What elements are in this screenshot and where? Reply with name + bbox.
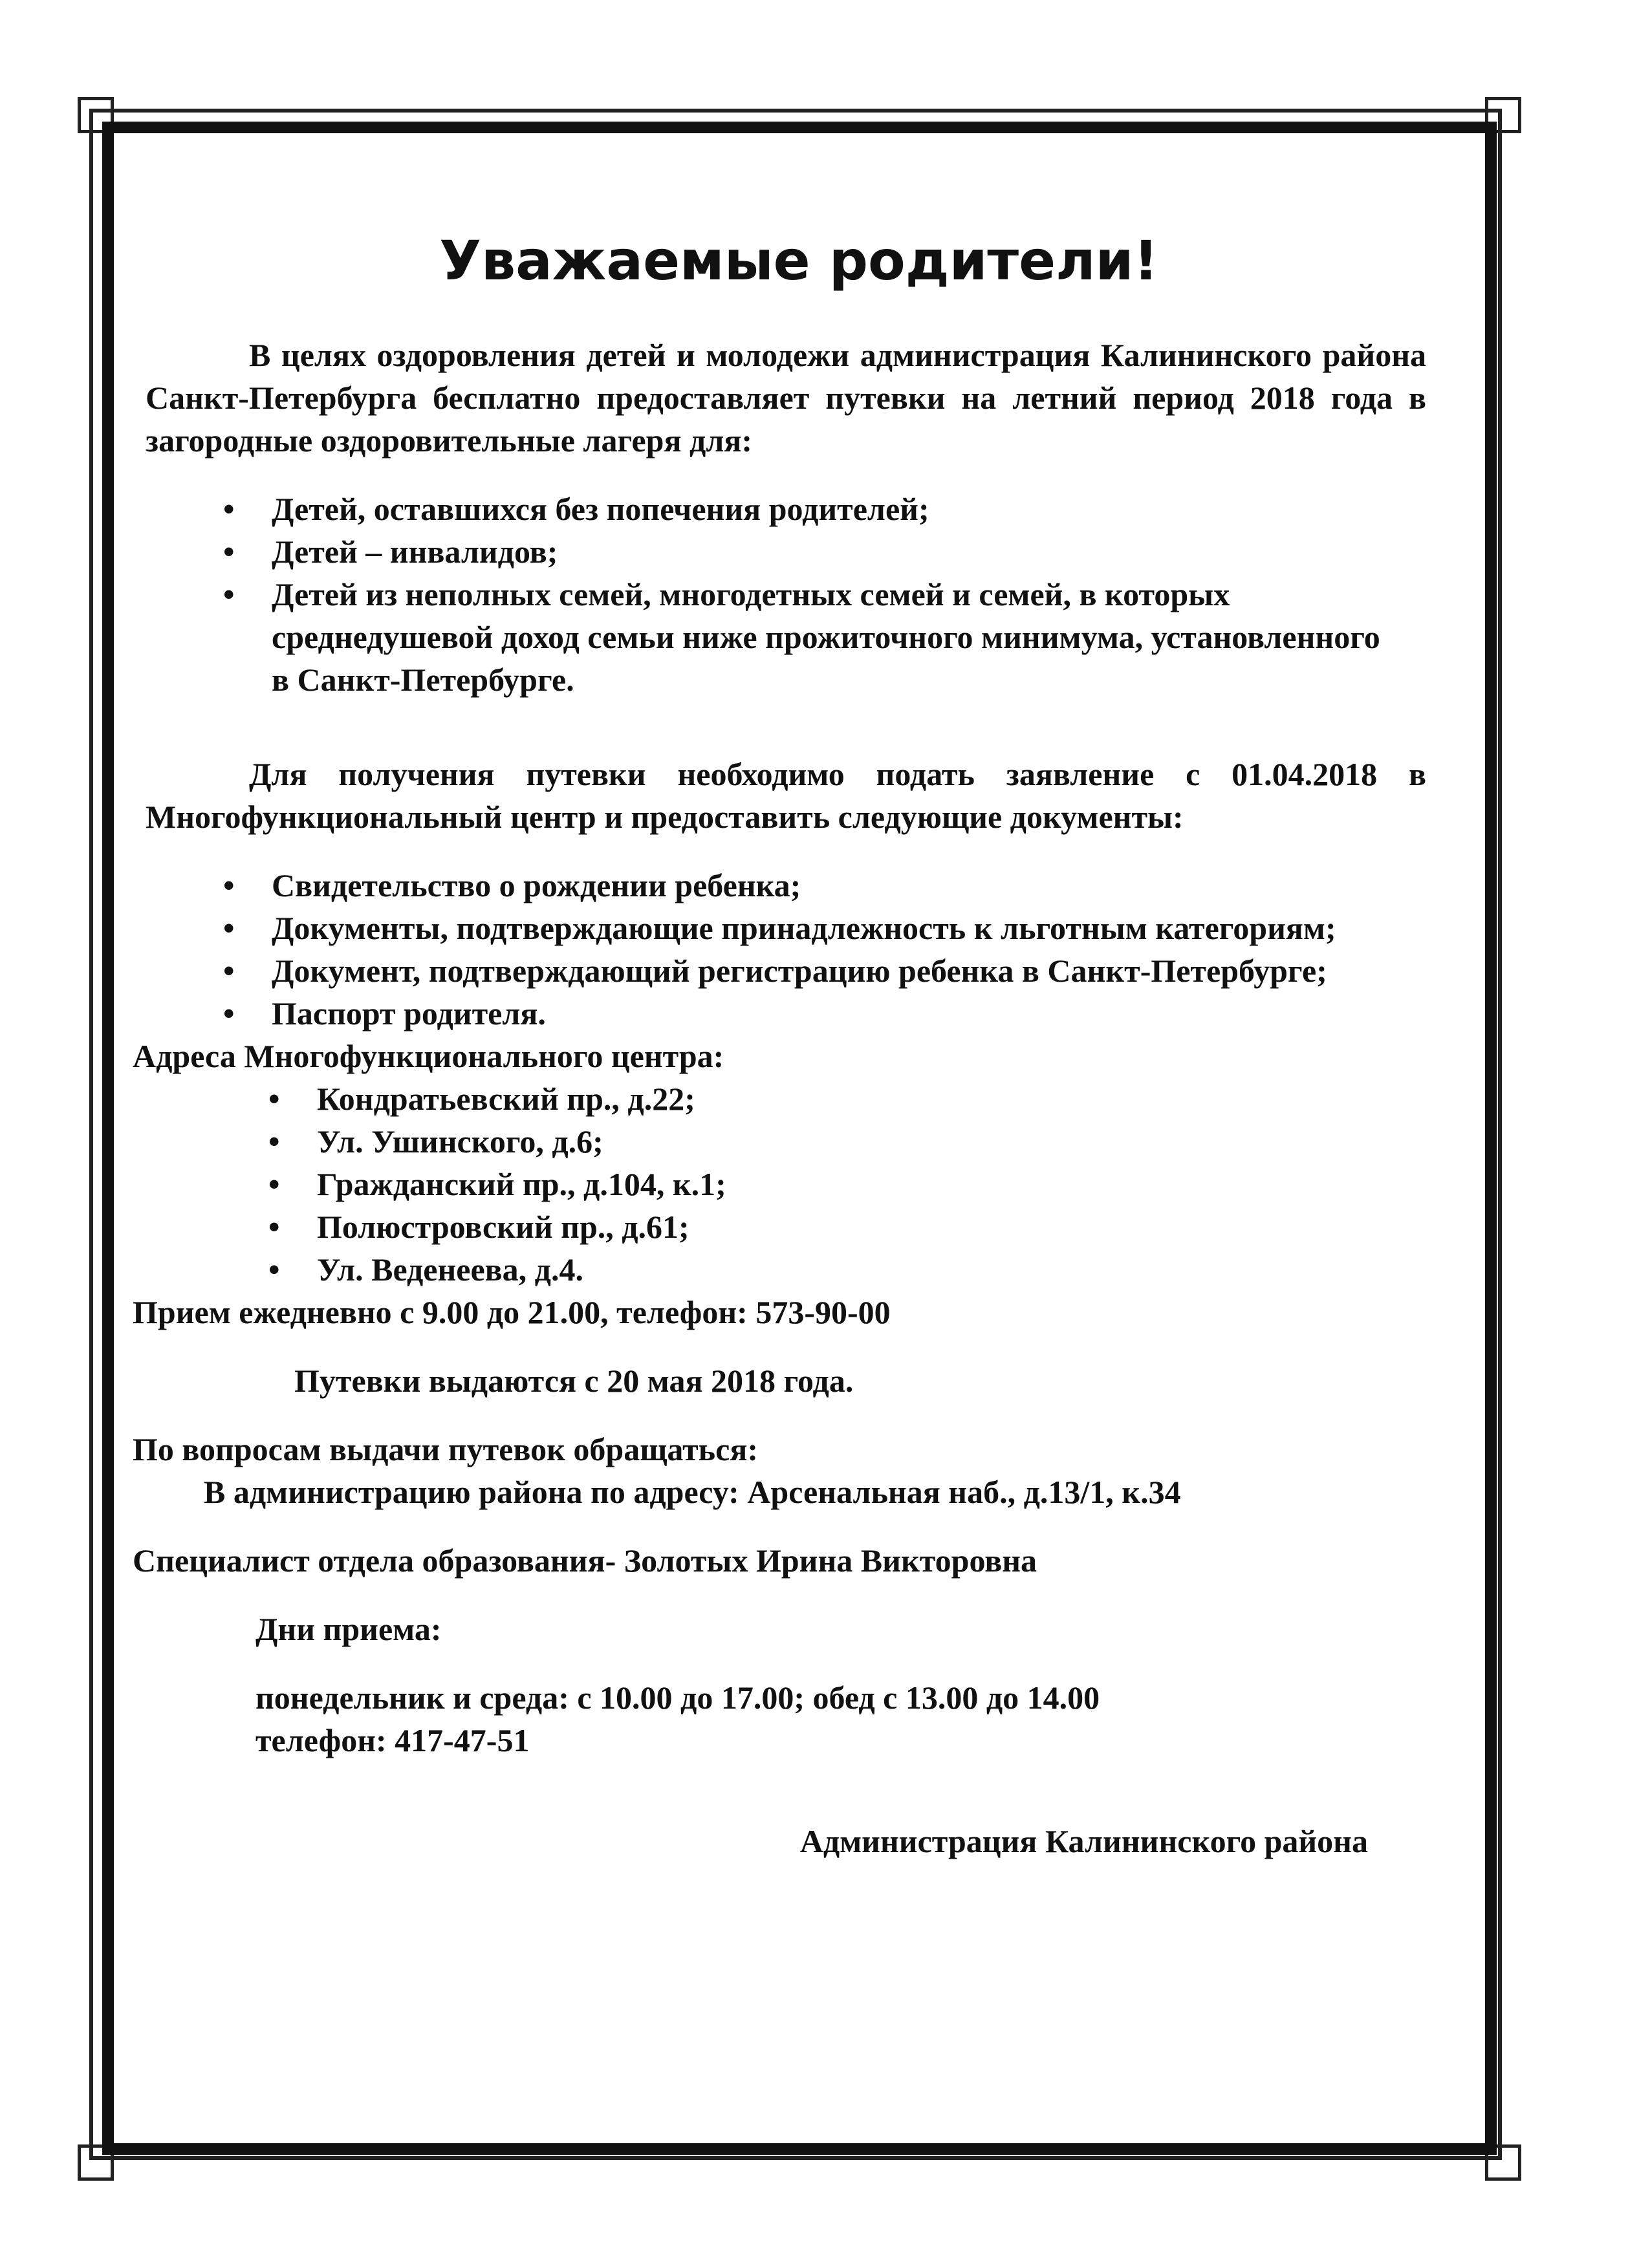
- signature: Администрация Калининского района: [799, 1823, 1368, 1859]
- days-heading: Дни приема:: [255, 1611, 442, 1647]
- page-title: Уважаемые родители!: [439, 229, 1158, 292]
- days-schedule: понедельник и среда: с 10.00 до 17.00; обед с 13.00 до 14.00: [255, 1679, 1100, 1716]
- spacer: [133, 1513, 1426, 1539]
- list-item: [223, 488, 1387, 530]
- spacer: [133, 701, 1426, 753]
- questions-heading: По вопросам выдачи путевок обращаться:: [133, 1431, 759, 1467]
- list-item: [223, 949, 1387, 992]
- spacer: [133, 1582, 1426, 1608]
- eligible-list: [223, 488, 1387, 701]
- list-item-text: Ул. Веденеева, д.4.: [317, 1251, 583, 1288]
- bullet-icon: •: [223, 953, 235, 989]
- addresses-list: [268, 1077, 1368, 1291]
- issue-date: Путевки выдаются с 20 мая 2018 года.: [294, 1363, 854, 1399]
- list-item-text: Ул. Ушинского, д.6;: [317, 1123, 603, 1160]
- intro-paragraph: В целях оздоровления детей и молодежи администрация Калининского района Санкт-Петербурга бесплатно предоставляет путевки на летний период 2018 года в загородные оздоровительные лагеря для:: [146, 337, 1426, 459]
- list-item-text: Документ, подтверждающий регистрацию ребенка в Санкт-Петербурге;: [272, 953, 1327, 989]
- spacer: [133, 1334, 1426, 1359]
- list-item: [223, 907, 1387, 949]
- reception-hours: Прием ежедневно с 9.00 до 21.00, телефон: 573-90-00: [133, 1294, 891, 1330]
- list-item: [268, 1205, 1368, 1248]
- specialist: Специалист отдела образования- Золотых Ирина Викторовна: [133, 1542, 1037, 1579]
- bullet-icon: •: [223, 576, 235, 612]
- list-item: [223, 992, 1387, 1035]
- list-item-text: Детей, оставшихся без попечения родителей;: [272, 491, 929, 527]
- bullet-icon: •: [268, 1081, 280, 1117]
- bullet-icon: •: [223, 534, 235, 570]
- list-item-text: Кондратьевский пр., д.22;: [317, 1081, 695, 1117]
- bullet-icon: •: [268, 1123, 280, 1160]
- list-item: [268, 1248, 1368, 1291]
- list-item: [223, 864, 1387, 907]
- list-item: [223, 530, 1387, 573]
- bullet-icon: •: [268, 1166, 280, 1202]
- list-item-text: Свидетельство о рождении ребенка;: [272, 867, 801, 903]
- list-item-text: Гражданский пр., д.104, к.1;: [317, 1166, 726, 1202]
- mfc-heading: Адреса Многофункционального центра:: [133, 1038, 724, 1074]
- list-item-text: Детей – инвалидов;: [272, 534, 558, 570]
- list-item-text: Паспорт родителя.: [272, 995, 546, 1031]
- spacer: [133, 1402, 1426, 1428]
- phone: телефон: 417-47-51: [255, 1722, 530, 1758]
- bullet-icon: •: [223, 995, 235, 1031]
- bullet-icon: •: [268, 1251, 280, 1288]
- bullet-icon: •: [223, 910, 235, 946]
- list-item: [268, 1120, 1368, 1163]
- list-item-text: Полюстровский пр., д.61;: [317, 1209, 689, 1245]
- list-item: [223, 573, 1387, 701]
- bullet-icon: •: [223, 867, 235, 903]
- documents-list: [223, 864, 1387, 1035]
- admin-address: В администрацию района по адресу: Арсенальная наб., д.13/1, к.34: [204, 1474, 1181, 1510]
- list-item: [268, 1077, 1368, 1120]
- notice-content: [133, 213, 1426, 1895]
- bullet-icon: •: [223, 491, 235, 527]
- list-item-text: Детей из неполных семей, многодетных семей и семей, в которых среднедушевой доход семьи ниже прожиточного минимума, установленного в Санкт-Петербурге.: [272, 576, 1380, 698]
- spacer: [133, 1650, 1426, 1676]
- list-item-text: Документы, подтверждающие принадлежность к льготным категориям;: [272, 910, 1336, 946]
- bullet-icon: •: [268, 1209, 280, 1245]
- list-item: [268, 1163, 1368, 1205]
- application-paragraph: Для получения путевки необходимо подать заявление с 01.04.2018 в Многофункциональный центр и предоставить следующие документы:: [146, 756, 1426, 835]
